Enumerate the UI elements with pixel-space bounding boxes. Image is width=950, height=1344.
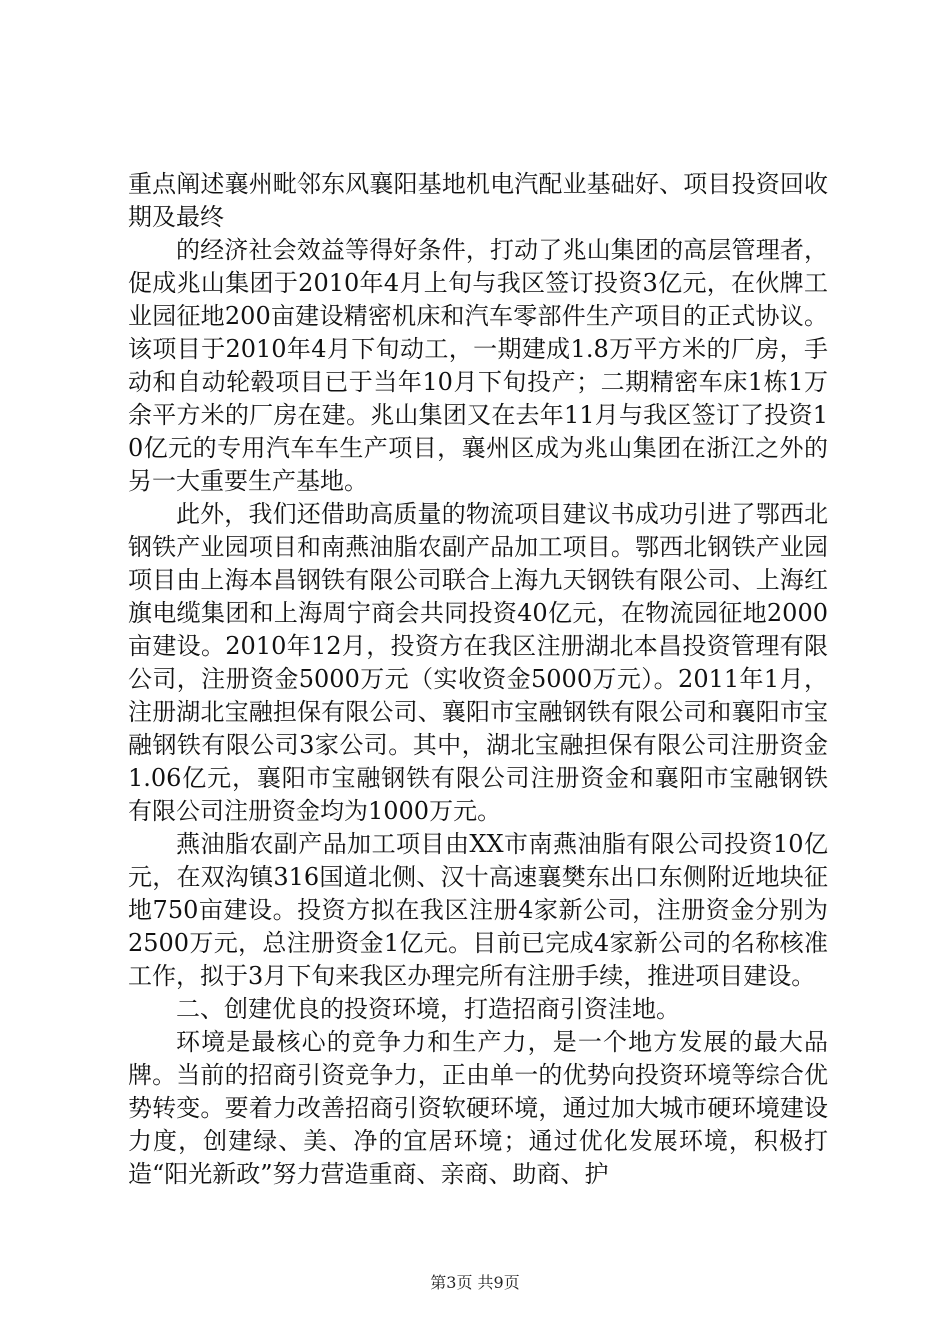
document-body [128,168,828,1191]
paragraph-3: 此外，我们还借助高质量的物流项目建议书成功引进了鄂西北钢铁产业园项目和南燕油脂农副产品加工项目。鄂西北钢铁产业园项目由上海本昌钢铁有限公司联合上海九天钢铁有限公司、上海红旗电缆集团和上海周宁商会共同投资40亿元，在物流园征地2000亩建设。2010年12月，投资方在我区注册湖北本昌投资管理有限公司，注册资金5000万元（实收资金5000万元）。2011年1月，注册湖北宝融担保有限公司、襄阳市宝融钢铁有限公司和襄阳市宝融钢铁有限公司3家公司。其中，湖北宝融担保有限公司注册资金1.06亿元，襄阳市宝融钢铁有限公司注册资金和襄阳市宝融钢铁有限公司注册资金均为1000万元。 [128,500,828,825]
paragraph-2: 的经济社会效益等得好条件，打动了兆山集团的高层管理者，促成兆山集团于2010年4月上旬与我区签订投资3亿元，在伙牌工业园征地200亩建设精密机床和汽车零部件生产项目的正式协议。该项目于2010年4月下旬动工，一期建成1.8万平方米的厂房，手动和自动轮毂项目已于当年10月下旬投产；二期精密车床1栋1万余平方米的厂房在建。兆山集团又在去年11月与我区签订了投资10亿元的专用汽车车生产项目，襄州区成为兆山集团在浙江之外的另一大重要生产基地。 [128,236,828,495]
paragraph-1: 重点阐述襄州毗邻东风襄阳基地机电汽配业基础好、项目投资回收期及最终 [128,170,828,231]
section-heading: 二、创建优良的投资环境，打造招商引资洼地。 [176,995,680,1023]
page-number-footer: 第3页 共9页 [430,1273,520,1292]
paragraph-4: 燕油脂农副产品加工项目由XX市南燕油脂有限公司投资10亿元，在双沟镇316国道北侧、汉十高速襄樊东出口东侧附近地块征地750亩建设。投资方拟在我区注册4家新公司，注册资金分别为2500万元，总注册资金1亿元。目前已完成4家新公司的名称核准工作，拟于3月下旬来我区办理完所有注册手续，推进项目建设。 [128,830,828,990]
paragraph-5: 环境是最核心的竞争力和生产力，是一个地方发展的最大品牌。当前的招商引资竞争力，正由单一的优势向投资环境等综合优势转变。要着力改善招商引资软硬环境，通过加大城市硬环境建设力度，创建绿、美、净的宜居环境；通过优化发展环境，积极打造“阳光新政”努力营造重商、亲商、助商、护 [128,1028,828,1188]
